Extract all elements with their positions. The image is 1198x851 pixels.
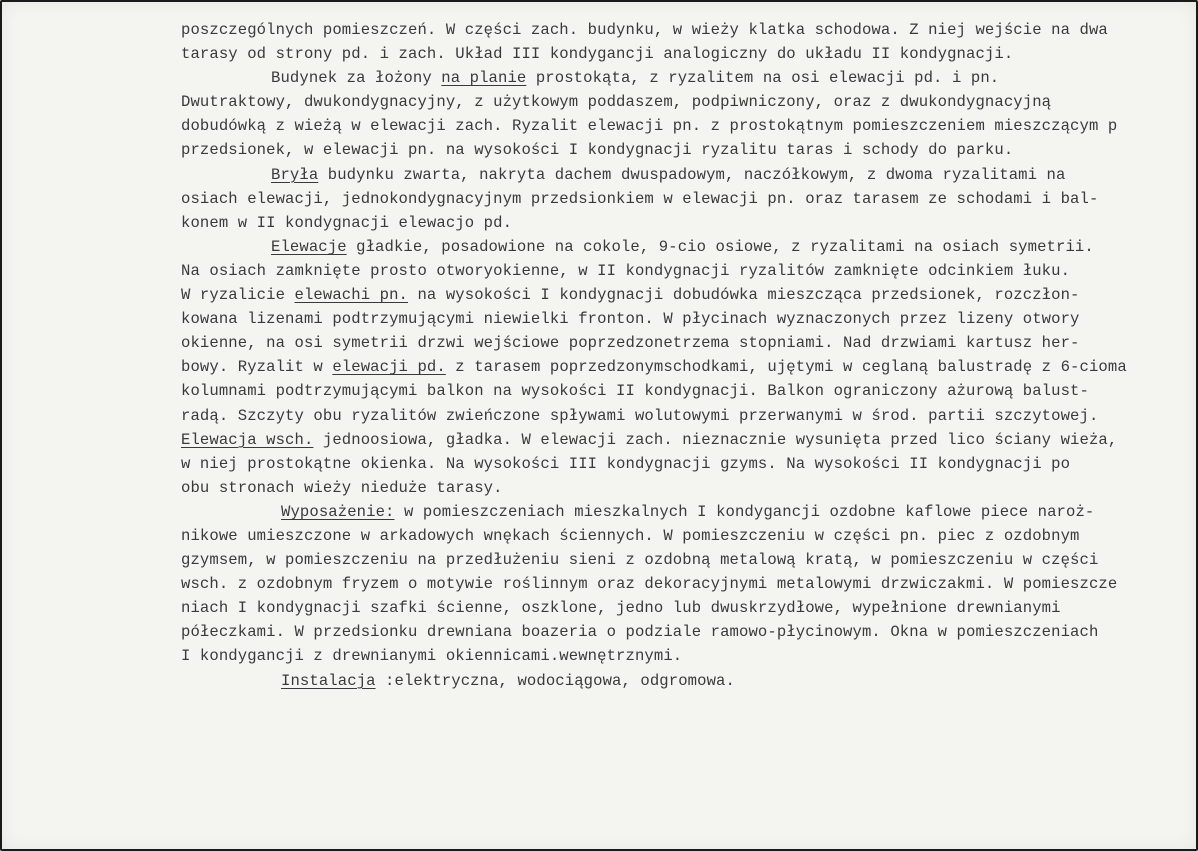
text-segment: na wysokości I kondygnacji dobudówka mieszcząca przedsionek, rozczłon-	[408, 286, 1080, 305]
text-line: osiach elewacji, jednokondygnacyjnym przedsionkiem w elewacji pn. oraz tarasem ze schodami i bal-	[181, 189, 1099, 208]
text-line: w niej prostokątne okienka. Na wysokości III kondygnacji gzyms. Na wysokości II kondygnacji po	[181, 454, 1071, 473]
text-line: radą. Szczyty obu ryzalitów zwieńczone spływami wolutowymi przerwanymi w środ. partii szczytowej.	[181, 406, 1099, 425]
text-segment: prostokąta, z ryzalitem na osi elewacji pd. i pn.	[526, 69, 1000, 88]
underlined-term: elewachi pn.	[294, 286, 408, 305]
paragraph-elevations	[181, 235, 1198, 259]
text-line: kowana lizenami podtrzymującymi niewielki fronton. W płycinach wyznaczonych przez lizeny otwory	[181, 310, 1080, 329]
text-segment: bowy. Ryzalit w	[181, 358, 333, 377]
underlined-term: Elewacja wsch.	[181, 430, 314, 449]
text-line: półeczkami. W przedsionku drewniana boazeria o podziale ramowo-płycinowym. Okna w pomieszczeniach	[181, 623, 1099, 642]
typewritten-text	[181, 18, 1198, 693]
underlined-term: Elewacje	[271, 237, 347, 256]
paragraph-layout	[181, 66, 1198, 90]
text-line: gzymsem, w pomieszczeniu na przedłużeniu sieni z ozdobną metalową kratą, w pomieszczeniu w części	[181, 551, 1099, 570]
text-line: poszczególnych pomieszczeń. W części zach. budynku, w wieży klatka schodowa. Z niej wejście na dwa	[181, 21, 1108, 39]
text-line: nikowe umieszczone w arkadowych wnękach ściennych. W pomieszczeniu w części pn. piec z ozdobnym	[181, 526, 1080, 545]
underlined-term: Wyposażenie:	[281, 502, 395, 521]
text-line-mixed	[181, 355, 1198, 379]
text-line: kolumnami podtrzymującymi balkon na wysokości II kondygnacji. Balkon ograniczony ażurową balust-	[181, 382, 1089, 401]
underlined-term: elewacji pd.	[332, 358, 446, 377]
underlined-term: na planie	[441, 69, 527, 88]
text-line: niach I kondygnacji szafki ścienne, oszklone, jedno lub dwuskrzydłowe, wypełnione drewnianymi	[181, 599, 1061, 618]
paragraph-furnishings	[181, 500, 1198, 524]
text-segment: jednoosiowa, gładka. W elewacji zach. nieznacznie wysunięta przed lico ściany wieża,	[313, 430, 1118, 449]
text-segment: :elektryczna, wodociągowa, odgromowa.	[375, 671, 735, 690]
text-segment: Budynek za łożony	[271, 69, 442, 88]
text-segment: budynku zwarta, nakryta dachem dwuspadowym, naczółkowym, z dwoma ryzalitami na	[318, 165, 1066, 184]
paragraph-massing	[181, 163, 1198, 187]
text-line: dobudówką z wieżą w elewacji zach. Ryzalit elewacji pn. z prostokątnym pomieszczeniem mieszczącym p	[181, 117, 1118, 136]
text-line: tarasy od strony pd. i zach. Układ III kondygancji analogiczny do układu II kondygnacji.	[181, 45, 1014, 64]
text-line: obu stronach wieży nieduże tarasy.	[181, 478, 503, 497]
text-segment: w pomieszczeniach mieszkalnych I kondygancji ozdobne kaflowe piece naroż-	[394, 502, 1095, 521]
text-line: Dwutraktowy, dwukondygnacyjny, z użytkowym poddaszem, podpiwniczony, oraz z dwukondygnacyjną	[181, 93, 1052, 112]
text-segment: z tarasem poprzedzonymschodkami, ujętymi w ceglaną balustradę z 6-cioma	[445, 358, 1127, 377]
text-line: wsch. z ozdobnym fryzem o motywie roślinnym oraz dekoracyjnymi metalowymi drzwiczakmi. W pomieszcze	[181, 575, 1118, 594]
text-line: Na osiach zamknięte prosto otworyokienne, w II kondygnacji ryzalitów zamknięte odcinkiem łuku.	[181, 261, 1071, 280]
text-line: okienne, na osi symetrii drzwi wejściowe poprzedzonetrzema stopniami. Nad drzwiami kartusz her-	[181, 334, 1080, 353]
text-segment: W ryzalicie	[181, 286, 295, 305]
paragraph-installations	[181, 669, 1198, 693]
text-line: konem w II kondygnacji elewacjo pd.	[181, 213, 513, 232]
text-line-mixed	[181, 428, 1198, 452]
text-line: przedsionek, w elewacji pn. na wysokości I kondygnacji ryzalitu taras i schody do parku.	[181, 141, 1014, 160]
underlined-term: Bryła	[271, 165, 319, 184]
text-segment: gładkie, posadowione na cokole, 9-cio osiowe, z ryzalitami na osiach symetrii.	[346, 237, 1094, 256]
underlined-term: Instalacja	[281, 671, 376, 690]
text-line-mixed	[181, 283, 1198, 307]
text-line: I kondygancji z drewnianymi okiennicami.wewnętrznymi.	[181, 647, 683, 666]
